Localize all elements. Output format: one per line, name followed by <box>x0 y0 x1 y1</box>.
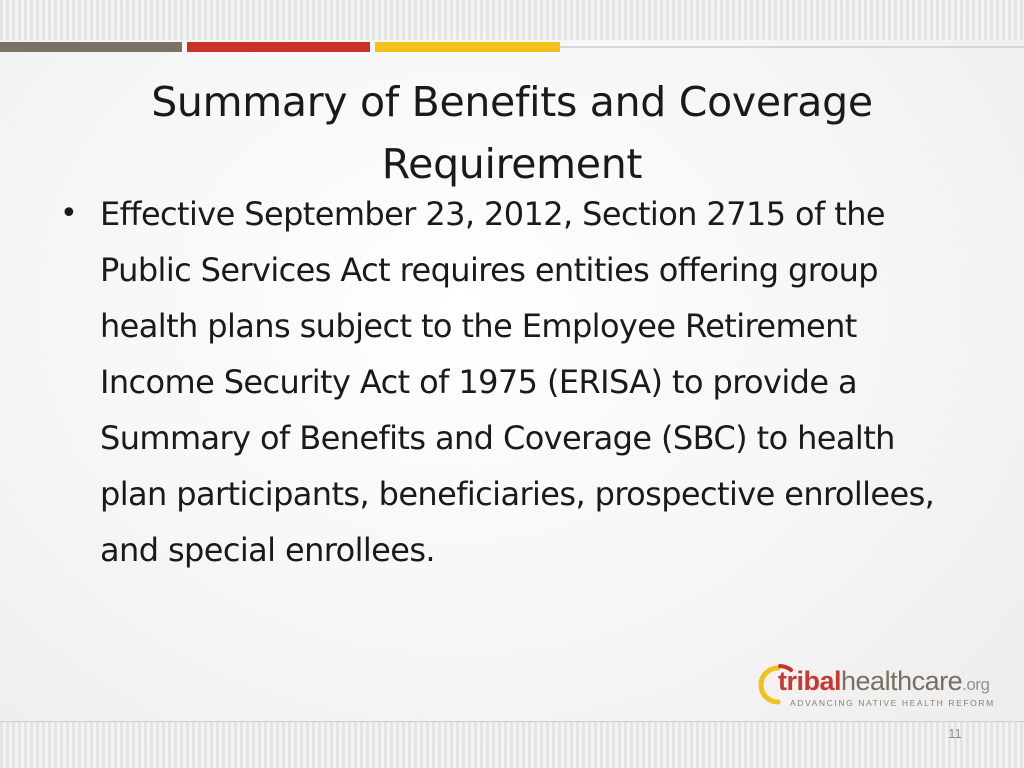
accent-bar-red <box>187 42 370 52</box>
logo-brand-regular: healthcare <box>841 666 963 696</box>
accent-rule <box>560 46 1024 48</box>
bullet-icon: • <box>60 196 78 231</box>
bullet-item <box>60 186 960 578</box>
slide-title: Summary of Benefits and Coverage Requirement <box>151 78 873 189</box>
tribalhealthcare-logo <box>758 660 1013 716</box>
top-stripe-decoration <box>0 0 1024 40</box>
bottom-stripe-decoration <box>0 722 1024 768</box>
logo-wordmark <box>778 666 989 700</box>
logo-tagline: ADVANCING NATIVE HEALTH REFORM <box>790 698 995 708</box>
page-number: 11 <box>948 726 962 741</box>
logo-brand-bold: tribal <box>778 666 842 696</box>
logo-brand-suffix: .org <box>962 675 990 694</box>
accent-bar-gold <box>375 42 560 52</box>
slide-body <box>60 186 960 578</box>
accent-bar-gray <box>0 42 182 52</box>
bullet-text: Effective September 23, 2012, Section 2715 of the Public Services Act requires entities offering group health plans subject to the Employee Retirement Income Security Act of 1975 (ERISA) to provide a Summary of Benefits and Coverage (SBC) to health plan participants, beneficiaries, prospective enrollees, and special enrollees. <box>100 195 935 569</box>
